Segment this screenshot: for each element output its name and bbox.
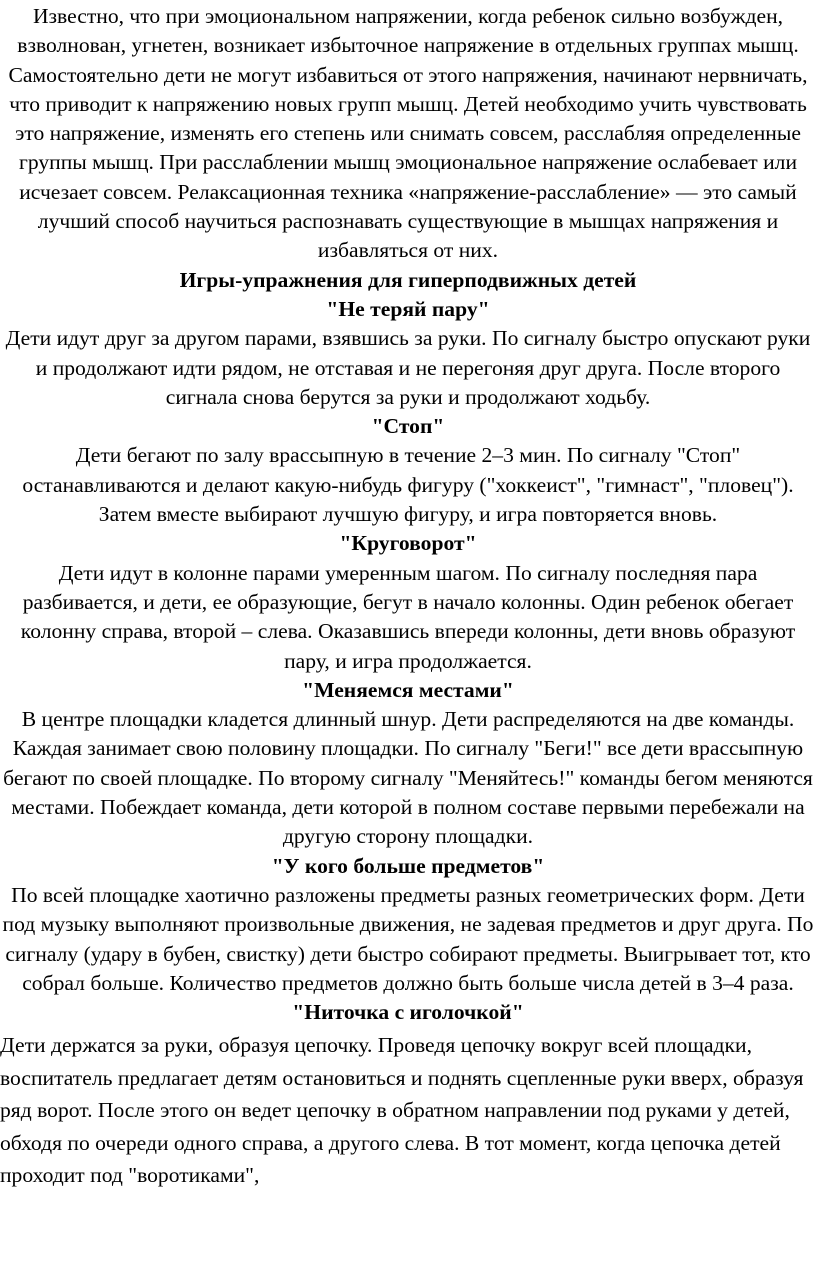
game-text-menyaemsya-mestami: В центре площадки кладется длинный шнур. Дети распределяются на две команды. Каждая занимает свою половину площадки. По сигналу "Беги!" все дети врассыпную бегают по своей площадке. По второму сигналу "Меняйтесь!" команды бегом меняются местами. Побеждает команда, дети которой в полном составе первыми перебежали на другую сторону площадки. bbox=[3, 707, 813, 849]
intro-paragraph: Известно, что при эмоциональном напряжении, когда ребенок сильно возбужден, взволнован, угнетен, возникает избыточное напряжение в отдельных группах мышц. Самостоятельно дети не могут избавиться от этого напряжения, начинают нервничать, что приводит к напряжению новых групп мышц. Детей необходимо учить чувствовать это напряжение, изменять его степень или снимать совсем, расслабляя определенные группы мышц. При расслаблении мышц эмоциональное напряжение ослабевает или исчезает совсем. Релаксационная техника «напряжение-расслабление» — это самый лучший способ научиться распознавать существующие в мышцах напряжения и избавляться от них. bbox=[8, 4, 808, 263]
game-title-u-kogo-bolshe-predmetov: "У кого больше предметов" bbox=[271, 853, 545, 878]
game-text-stop: Дети бегают по залу врассыпную в течение 2–3 мин. По сигналу "Стоп" останавливаются и делают какую-нибудь фигуру ("хоккеист", "гимнаст", "пловец"). Затем вместе выбирают лучшую фигуру, и игра повторяется вновь. bbox=[22, 443, 794, 527]
game-text-u-kogo-bolshe-predmetov: По всей площадке хаотично разложены предметы разных геометрических форм. Дети под музыку выполняют произвольные движения, не задевая предметов и друг друга. По сигналу (удару в бубен, свистку) дети быстро собирают предметы. Выигрывает тот, кто собрал больше. Количество предметов должно быть больше числа детей в 3–4 раза. bbox=[2, 882, 814, 995]
game-text-krugovorot: Дети идут в колонне парами умеренным шагом. По сигналу последняя пара разбивается, и дети, ее образующие, бегут в начало колонны. Один ребенок обегает колонну справа, второй – слева. Оказавшись впереди колонны, дети вновь образуют пару, и игра продолжается. bbox=[20, 560, 796, 673]
game-title-menyaemsya-mestami: "Меняемся местами" bbox=[302, 677, 514, 702]
game-title-nitochka-s-igolochkoi: "Ниточка с иголочкой" bbox=[292, 1000, 524, 1025]
game-title-stop: "Стоп" bbox=[371, 414, 445, 439]
section-title: Игры-упражнения для гиперподвижных детей bbox=[179, 267, 637, 292]
game-text-ne-teryai-paru: Дети идут друг за другом парами, взявшись за руки. По сигналу быстро опускают руки и продолжают идти рядом, не отставая и не перегоняя друг друга. После второго сигнала снова берутся за руки и продолжают ходьбу. bbox=[5, 326, 811, 409]
game-text-nitochka-s-igolochkoi: Дети держатся за руки, образуя цепочку. Проведя цепочку вокруг всей площадки, воспитатель предлагает детям остановиться и поднять сцепленные руки вверх, образуя ряд ворот. После этого он ведет цепочку в обратном направлении под руками у детей, обходя по очереди одного справа, а другого слева. В тот момент, когда цепочка детей проходит под "воротиками", bbox=[0, 1033, 804, 1188]
game-title-krugovorot: "Круговорот" bbox=[339, 531, 477, 556]
game-title-ne-teryai-paru: "Не теряй пару" bbox=[326, 296, 490, 321]
